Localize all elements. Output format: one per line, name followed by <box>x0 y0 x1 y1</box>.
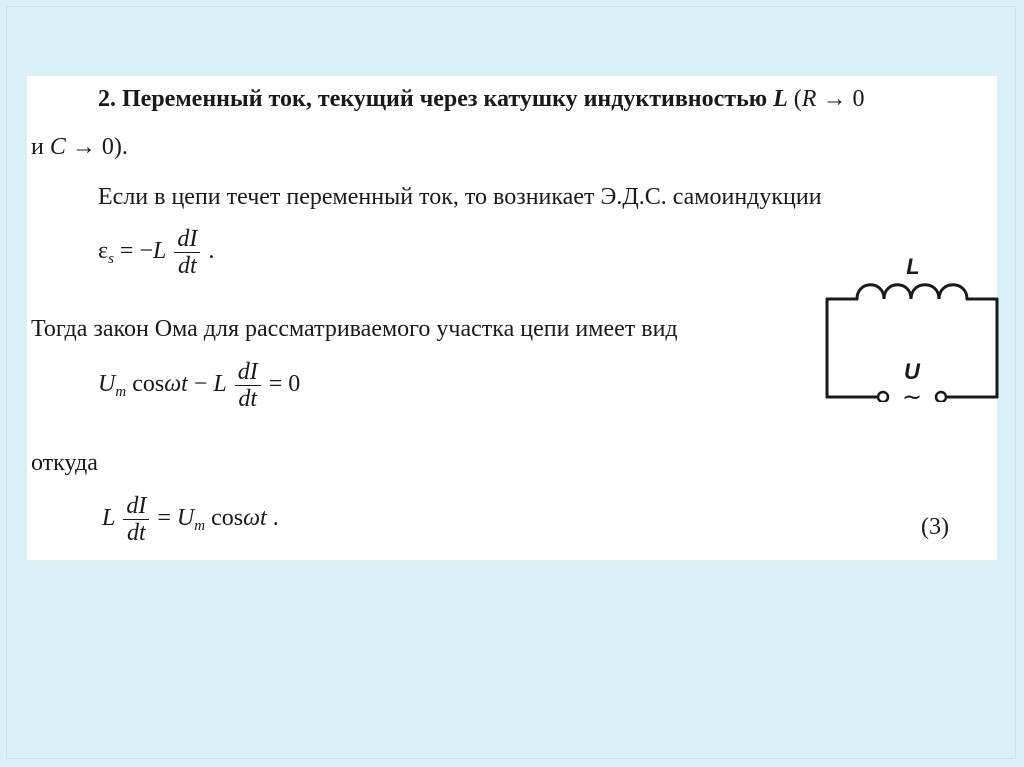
voltage-U: U <box>98 371 116 398</box>
source-label: U <box>904 359 920 384</box>
condition-R: R <box>801 86 817 112</box>
emf-symbol: ε <box>98 238 109 265</box>
eq3-cos: cos <box>211 505 244 532</box>
condition-open-paren: ( <box>793 86 802 112</box>
equals-zero: = 0 <box>268 371 301 398</box>
heading-line-2 <box>31 132 128 162</box>
eq3-equals: = <box>157 505 171 532</box>
emf-derivative-fraction <box>174 226 200 279</box>
condition-R-limit: → 0 <box>822 86 865 112</box>
ac-source-icon: ~ <box>901 383 923 402</box>
fraction-denominator: dt <box>127 520 146 546</box>
fraction-numerator: dI <box>123 493 149 520</box>
inductor-label: L <box>906 254 920 279</box>
source-terminal-right <box>936 392 946 402</box>
document-page <box>27 76 997 560</box>
heading-text: 2. Переменный ток, текущий через катушку индуктивностью <box>98 86 768 112</box>
fraction-numerator: dI <box>174 226 200 253</box>
circuit-diagram <box>821 252 1001 402</box>
heading-line-1 <box>98 84 864 114</box>
ohm-L: L <box>213 371 227 398</box>
heading-conjunction: и <box>31 134 44 160</box>
eq3-period: . <box>272 505 279 532</box>
equation-number: (3) <box>921 514 949 540</box>
inductor-coil <box>857 285 967 299</box>
equation-3 <box>102 493 279 546</box>
emf-subscript: s <box>108 251 114 268</box>
fraction-denominator: dt <box>238 386 258 412</box>
paragraph-ohm-law: Тогда закон Ома для рассматриваемого участка цепи имеет вид <box>31 316 678 342</box>
source-terminal-left <box>878 392 888 402</box>
ohm-derivative-fraction <box>235 359 261 412</box>
eq3-U: U <box>176 505 195 532</box>
eq3-U-subscript: m <box>194 518 206 535</box>
heading-inductance-symbol: L <box>773 86 788 112</box>
condition-C-limit: → 0). <box>71 134 128 160</box>
word-otkuda: откуда <box>31 450 98 476</box>
eq3-omega-t: ωt <box>243 505 267 532</box>
eq3-L: L <box>102 505 116 532</box>
emf-period: . <box>208 238 215 265</box>
emf-equals-minus: = − <box>119 238 153 265</box>
cos-function: cos <box>132 371 165 398</box>
fraction-denominator: dt <box>178 253 197 279</box>
fraction-numerator: dI <box>235 359 261 386</box>
equation-emf <box>98 226 214 279</box>
voltage-subscript: m <box>115 384 127 401</box>
emf-L: L <box>153 238 167 265</box>
omega-t: ωt <box>164 371 188 398</box>
minus-sign: − <box>193 371 208 398</box>
condition-C: C <box>49 134 66 160</box>
equation-ohm-law <box>98 359 300 412</box>
paragraph-emf: Если в цепи течет переменный ток, то возникает Э.Д.С. самоиндукции <box>98 184 822 210</box>
eq3-derivative-fraction <box>123 493 149 546</box>
